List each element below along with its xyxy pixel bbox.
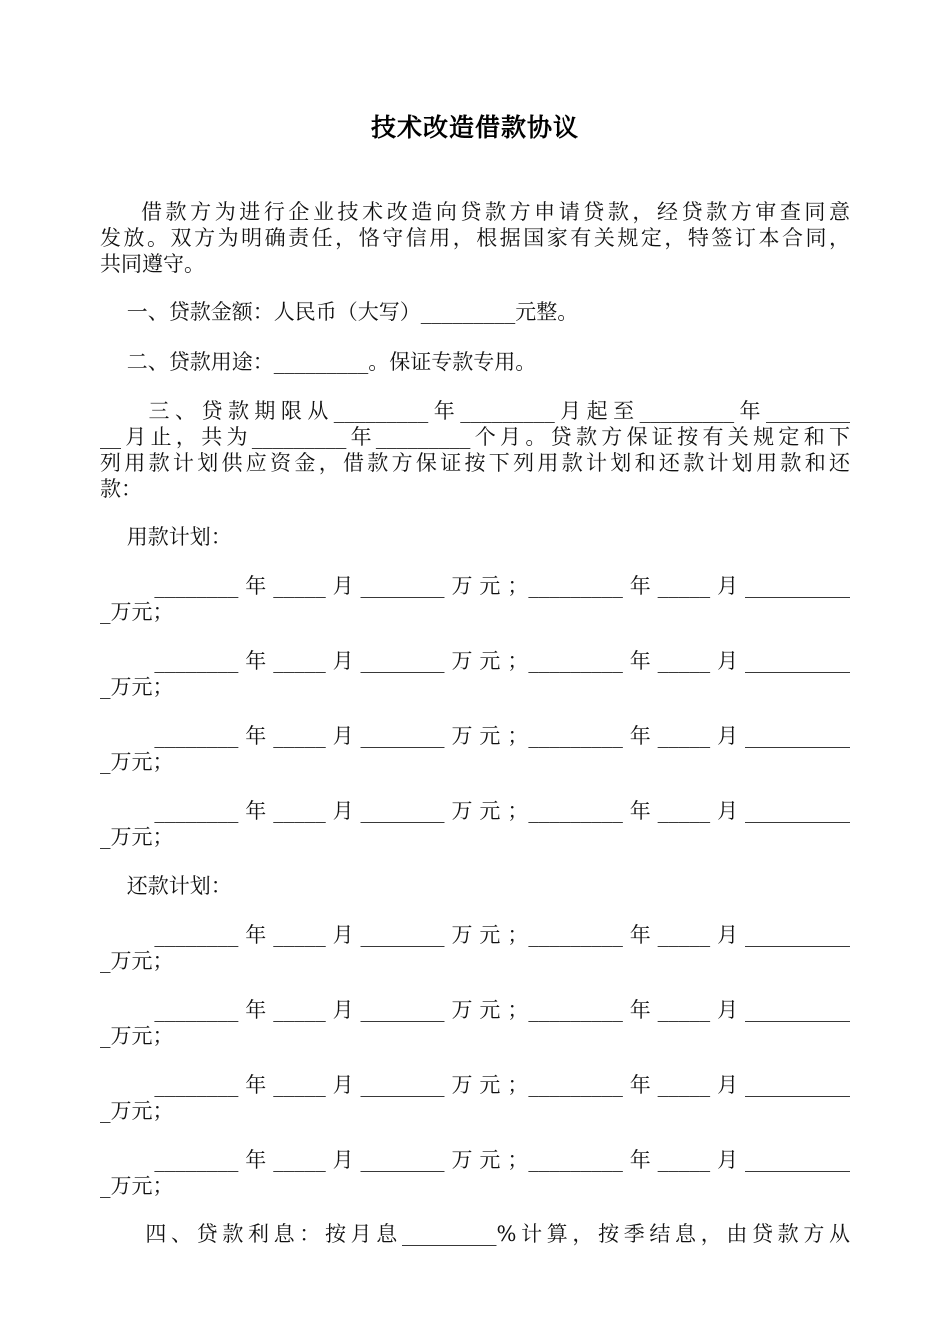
intro-line-3: 共同遵守。 (100, 252, 205, 276)
clause-term-line-4: 款： (100, 477, 142, 501)
repay-plan-heading: 还款计划： (100, 874, 232, 898)
usage-plan-row-4-end: _万元； (100, 825, 174, 849)
usage-plan-row-2-end: _万元； (100, 675, 174, 699)
clause-loan-amount: 一、贷款金额：人民币（大写）_________元整。 (100, 300, 579, 324)
repay-plan-row-1-end: _万元； (100, 949, 174, 973)
clause-loan-interest: 四、贷款利息：按月息_________%计算，按季结息，由贷款方从 (100, 1222, 850, 1246)
intro-line-1: 借款方为进行企业技术改造向贷款方申请贷款，经贷款方审查同意 (100, 200, 850, 224)
usage-plan-row-4: ________年_____月________万元；_________年_____月__________ (100, 799, 850, 823)
intro-line-2: 发放。双方为明确责任，恪守信用，根据国家有关规定，特签订本合同， (100, 226, 850, 250)
repay-plan-row-3: ________年_____月________万元；_________年_____月__________ (100, 1073, 850, 1097)
repay-plan-row-4-end: _万元； (100, 1174, 174, 1198)
usage-plan-row-1: ________年_____月________万元；_________年_____月__________ (100, 574, 850, 598)
repay-plan-row-3-end: _万元； (100, 1099, 174, 1123)
repay-plan-row-2: ________年_____月________万元；_________年_____月__________ (100, 998, 850, 1022)
usage-plan-heading: 用款计划： (100, 525, 232, 549)
repay-plan-row-2-end: _万元； (100, 1024, 174, 1048)
document-title: 技术改造借款协议 (370, 113, 579, 142)
usage-plan-row-3-end: _万元； (100, 750, 174, 774)
clause-loan-purpose: 二、贷款用途：_________。保证专款专用。 (100, 350, 537, 374)
clause-term-line-2: __月止，共为_________年_________个月。贷款方保证按有关规定和下 (100, 425, 850, 449)
usage-plan-row-1-end: _万元； (100, 600, 174, 624)
repay-plan-row-1: ________年_____月________万元；_________年_____月__________ (100, 923, 850, 947)
repay-plan-row-4: ________年_____月________万元；_________年_____月__________ (100, 1148, 850, 1172)
usage-plan-row-2: ________年_____月________万元；_________年_____月__________ (100, 649, 850, 673)
clause-term-line-3: 列用款计划供应资金，借款方保证按下列用款计划和还款计划用款和还 (100, 451, 850, 475)
usage-plan-row-3: ________年_____月________万元；_________年_____月__________ (100, 724, 850, 748)
clause-term-line-1: 三、贷款期限从_________年_________月起至_________年________ (100, 399, 850, 423)
